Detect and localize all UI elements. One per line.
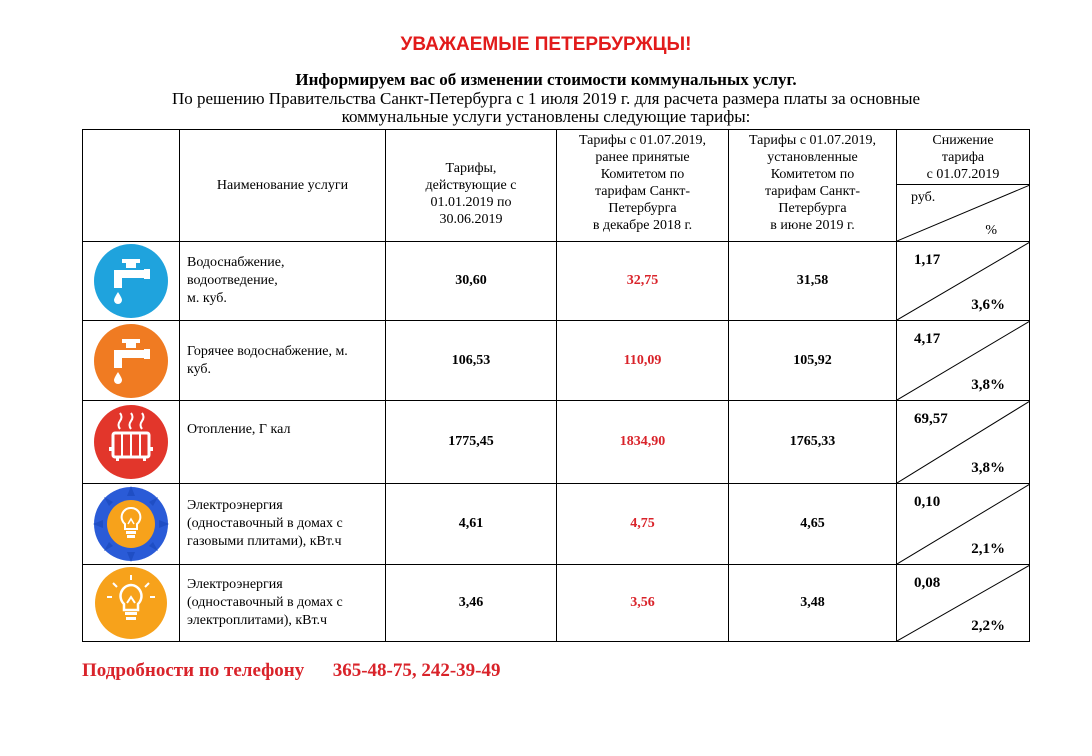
lightbulb-icon xyxy=(93,565,169,641)
planned-tariff-value: 32,75 xyxy=(557,242,729,321)
reduction-cell xyxy=(897,401,1030,484)
table-row-electricity-gas xyxy=(83,484,1030,565)
reduction-rub-value: 0,10 xyxy=(914,494,941,510)
header-reduction: Снижение тарифа с 01.07.2019 руб. % xyxy=(897,130,1030,242)
table-row-water xyxy=(83,242,1030,321)
gas-flame-lightbulb-icon xyxy=(91,484,171,564)
current-tariff-value: 30,60 xyxy=(386,242,557,321)
planned-tariff-value: 110,09 xyxy=(557,321,729,401)
intro-text-line-1: По решению Правительства Санкт-Петербурга с 1 июля 2019 г. для расчета размера платы за основные xyxy=(171,89,921,108)
table-header-row xyxy=(83,130,1030,242)
header-established-tariff: Тарифы с 01.07.2019, установленные Комитетом по тарифам Санкт- Петербурга в июне 2019 г. xyxy=(729,130,897,242)
icon-cell xyxy=(83,565,180,642)
table-row-hot-water xyxy=(83,321,1030,401)
faucet-icon xyxy=(92,242,170,320)
current-tariff-value: 106,53 xyxy=(386,321,557,401)
table-row-electricity-electric xyxy=(83,565,1030,642)
service-name: Отопление, Г кал xyxy=(180,401,386,484)
reduction-pct-value: 3,8% xyxy=(971,377,1005,393)
icon-cell xyxy=(83,321,180,401)
reduction-pct-value: 3,8% xyxy=(971,460,1005,476)
current-tariff-value: 1775,45 xyxy=(386,401,557,484)
reduction-rub-value: 1,17 xyxy=(914,252,941,268)
radiator-icon xyxy=(92,403,170,481)
reduction-cell xyxy=(897,321,1030,401)
tariff-table xyxy=(82,129,1030,642)
header-service-name: Наименование услуги xyxy=(180,130,386,242)
contact-label: Подробности по телефону xyxy=(82,660,305,681)
established-tariff-value: 105,92 xyxy=(729,321,897,401)
service-name: Водоснабжение, водоотведение, м. куб. xyxy=(180,242,386,321)
hot-water-faucet-icon xyxy=(92,322,170,400)
table-row-heating xyxy=(83,401,1030,484)
established-tariff-value: 1765,33 xyxy=(729,401,897,484)
established-tariff-value: 4,65 xyxy=(729,484,897,565)
reduction-rub-value: 4,17 xyxy=(914,331,941,347)
icon-cell xyxy=(83,484,180,565)
header-pct-label: % xyxy=(985,223,997,238)
header-icon-cell xyxy=(83,130,180,242)
icon-cell xyxy=(83,242,180,321)
established-tariff-value: 3,48 xyxy=(729,565,897,642)
service-name: Электроэнергия (одноставочный в домах с газовыми плитами), кВт.ч xyxy=(180,484,386,565)
header-planned-tariff: Тарифы с 01.07.2019, ранее принятые Комитетом по тарифам Санкт- Петербурга в декабре 2018 г. xyxy=(557,130,729,242)
service-name: Электроэнергия (одноставочный в домах с электроплитами), кВт.ч xyxy=(180,565,386,642)
icon-cell xyxy=(83,401,180,484)
header-current-tariff: Тарифы, действующие с 01.01.2019 по 30.06.2019 xyxy=(386,130,557,242)
reduction-pct-value: 3,6% xyxy=(971,297,1005,313)
reduction-pct-value: 2,2% xyxy=(971,618,1005,634)
planned-tariff-value: 1834,90 xyxy=(557,401,729,484)
reduction-cell xyxy=(897,565,1030,642)
reduction-cell xyxy=(897,484,1030,565)
established-tariff-value: 31,58 xyxy=(729,242,897,321)
planned-tariff-value: 4,75 xyxy=(557,484,729,565)
reduction-rub-value: 69,57 xyxy=(914,411,948,427)
reduction-cell xyxy=(897,242,1030,321)
contact-footer xyxy=(82,660,501,682)
contact-phones: 365-48-75, 242-39-49 xyxy=(332,660,501,681)
reduction-pct-value: 2,1% xyxy=(971,541,1005,557)
page-title: УВАЖАЕМЫЕ ПЕТЕРБУРЖЦЫ! xyxy=(400,34,692,55)
reduction-rub-value: 0,08 xyxy=(914,575,941,591)
planned-tariff-value: 3,56 xyxy=(557,565,729,642)
current-tariff-value: 3,46 xyxy=(386,565,557,642)
header-rub-label: руб. xyxy=(911,190,936,205)
intro-text-line-2: коммунальные услуги установлены следующие тарифы: xyxy=(341,107,751,126)
current-tariff-value: 4,61 xyxy=(386,484,557,565)
intro-heading: Информируем вас об изменении стоимости коммунальных услуг. xyxy=(295,70,797,89)
service-name: Горячее водоснабжение, м. куб. xyxy=(180,321,386,401)
